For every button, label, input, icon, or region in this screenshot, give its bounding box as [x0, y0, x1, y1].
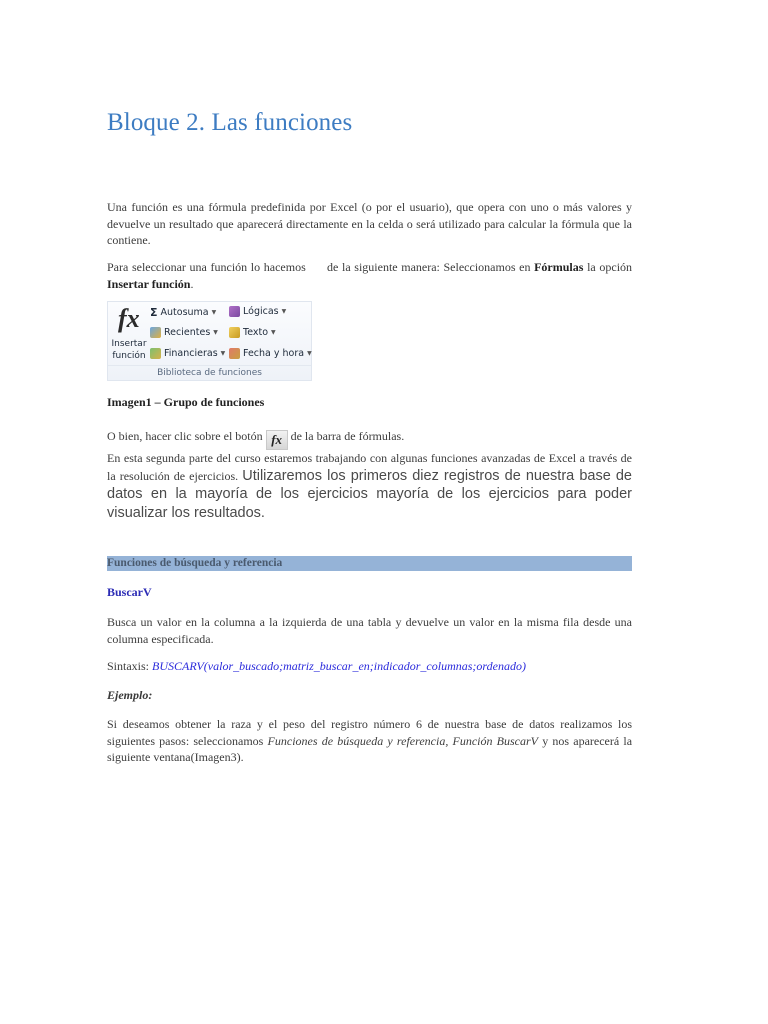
example-paragraph — [107, 716, 632, 766]
financial-item: Financieras ▼ — [150, 348, 225, 359]
buscarv-description: Busca un valor en la columna a la izquierda de una tabla y devuelve un valor en la misma fila desde una columna especificada. — [107, 615, 632, 646]
example-text-2: y nos aparecerá la siguiente ventana(Imagen3). — [107, 733, 633, 764]
intro-paragraph: Una función es una fórmula predefinida por Excel (o por el usuario), que opera con uno o más valores y devuelve un resultado que aparecerá directamente en la celda o será utilizado para calcular la fórmula que la contiene. — [107, 200, 632, 247]
example-italic: Funciones de búsqueda y referencia, Función BuscarV — [267, 733, 539, 748]
text-item: Texto ▼ — [229, 327, 276, 338]
logical-book-icon — [229, 306, 240, 317]
recent-book-icon — [150, 327, 161, 338]
insert-function-bold: Insertar función — [107, 276, 191, 291]
records-text: Utilizaremos los primeros diez registros de nuestra base de datos en la mayoría de los ejercicios mayoría de los ejercicios para poder visualizar los resultados. — [107, 467, 632, 521]
function-library-ribbon-image — [107, 301, 312, 381]
buscarv-heading: BuscarV — [107, 585, 152, 599]
section-heading-bar: Funciones de búsqueda y referencia — [107, 556, 632, 571]
syntax-line — [107, 658, 632, 675]
sigma-icon: Σ — [150, 306, 158, 319]
fx-paragraph — [107, 428, 632, 522]
fx-button-icon: fx — [266, 430, 288, 450]
calendar-book-icon — [229, 348, 240, 359]
syntax-label: Sintaxis: — [107, 659, 150, 673]
financial-book-icon — [150, 348, 161, 359]
example-label: Ejemplo: — [107, 688, 153, 702]
insert-function-label: Insertar función — [111, 339, 147, 361]
course-text: En esta segunda parte del curso estaremos trabajando con algunas funciones avanzadas de Excel a través de la resolución de ejercicios. — [107, 451, 632, 483]
fx-text-after: de la barra de fórmulas. — [290, 429, 405, 443]
autosum-item: Σ Autosuma ▼ — [150, 306, 217, 319]
example-text-1: Si deseamos obtener la raza y el peso del registro número 6 de nuestra base de datos realizamos los siguientes pasos: seleccionamos — [107, 717, 632, 748]
insert-function-icon: fx — [118, 304, 140, 333]
select-text-2: de la siguiente manera: Seleccionamos en — [327, 260, 531, 274]
select-function-paragraph: Para seleccionar una función lo hacemos de la siguiente manera: Seleccionamos en Fórmulas la opción Insertar función. — [107, 260, 633, 291]
select-text-3: la opción — [587, 260, 633, 274]
recent-item: Recientes ▼ — [150, 327, 218, 338]
page-title: Bloque 2. Las funciones — [107, 109, 353, 136]
image-caption: Imagen1 – Grupo de funciones — [107, 395, 265, 409]
formulas-bold: Fórmulas — [534, 260, 584, 274]
ribbon-group-label: Biblioteca de funciones — [108, 365, 311, 380]
logical-item: Lógicas ▼ — [229, 306, 286, 317]
date-time-item: Fecha y hora ▼ — [229, 348, 312, 359]
syntax-value: BUSCARV(valor_buscado;matriz_buscar_en;indicador_columnas;ordenado) — [152, 659, 526, 673]
fx-text-before: O bien, hacer clic sobre el botón — [107, 429, 263, 443]
select-text-1: Para seleccionar una función lo hacemos — [107, 260, 306, 274]
text-book-icon — [229, 327, 240, 338]
